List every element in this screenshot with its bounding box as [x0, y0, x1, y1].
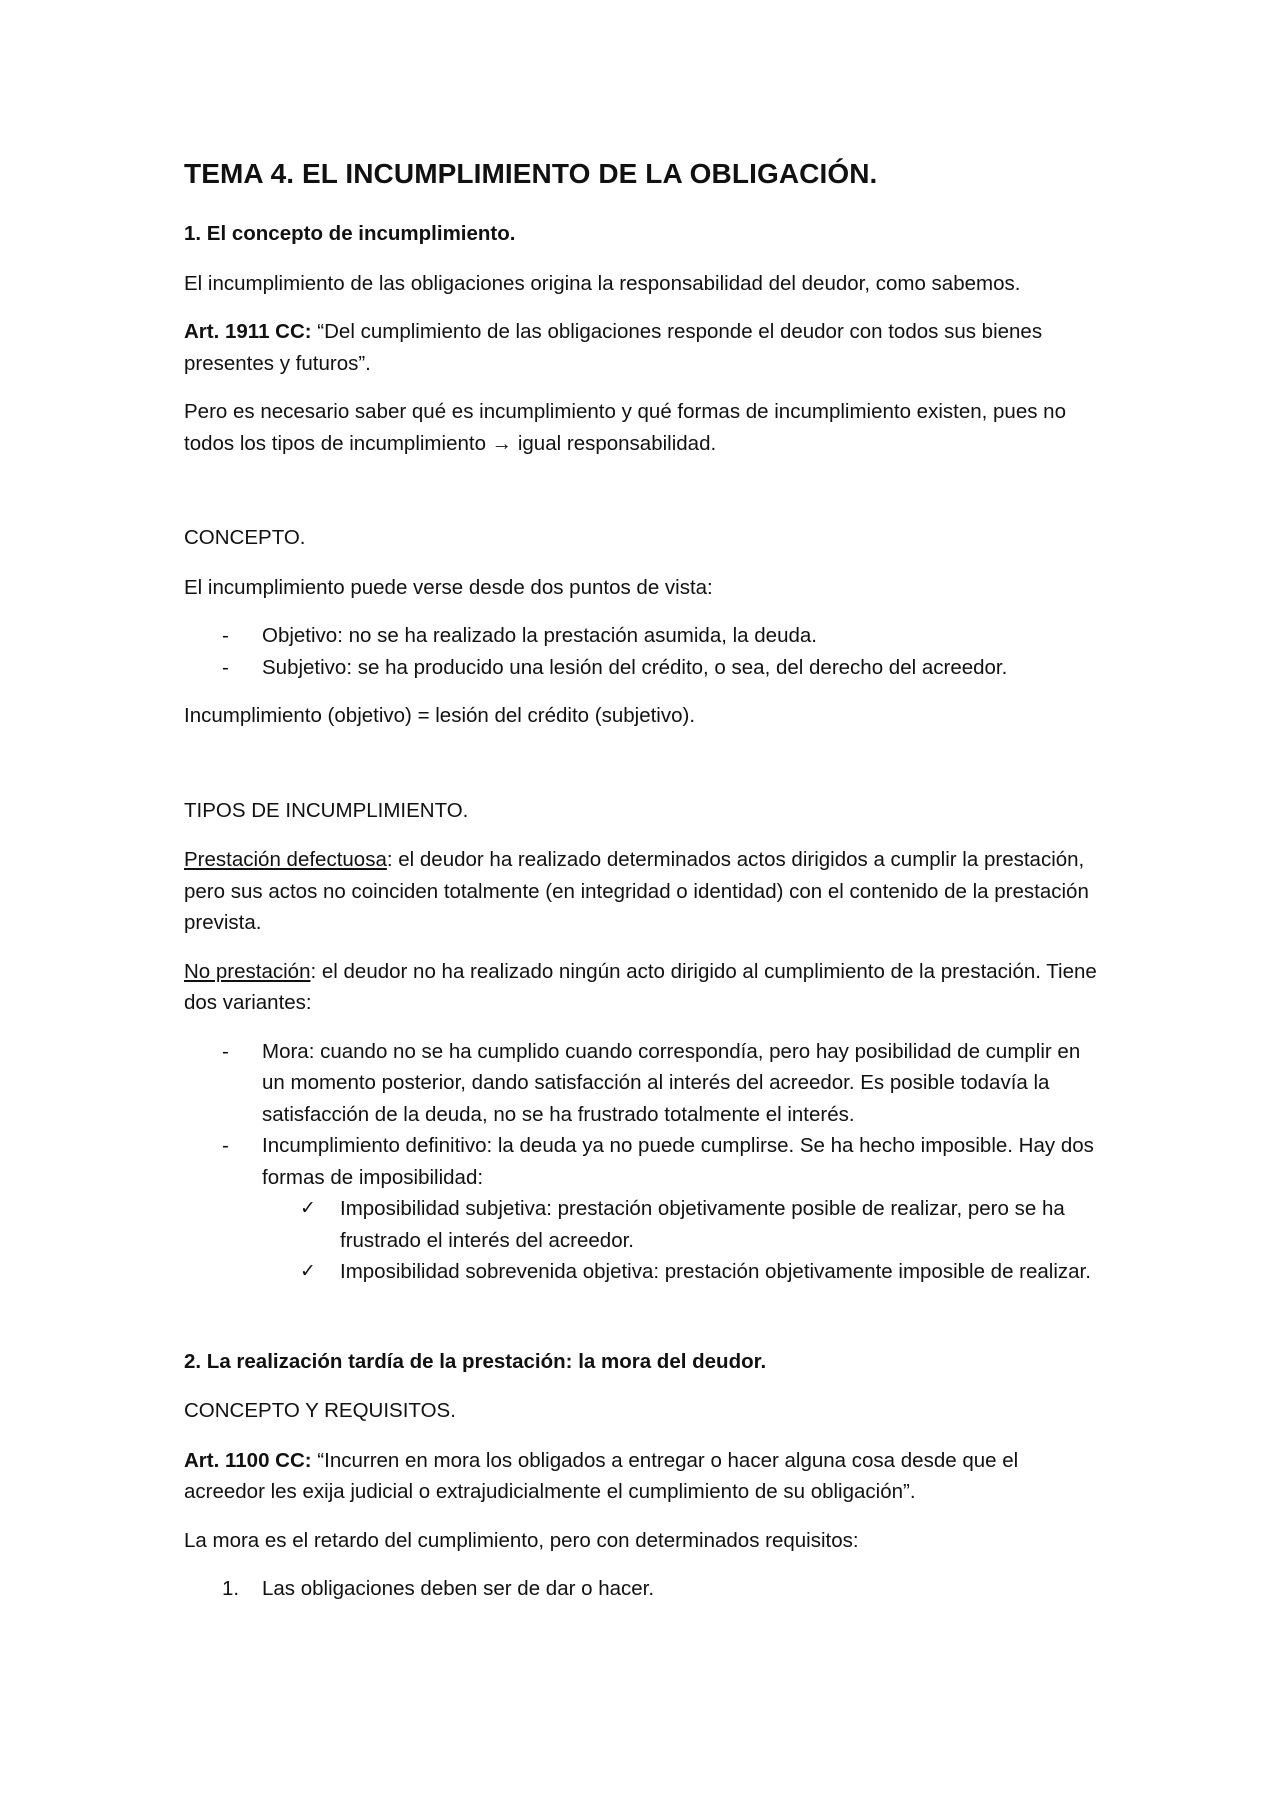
paragraph-equivalencia: Incumplimiento (objetivo) = lesión del crédito (subjetivo).	[184, 704, 696, 727]
paragraph-art-1911	[184, 316, 1100, 379]
list-item-text: Las obligaciones deben ser de dar o hacer.	[262, 1577, 655, 1600]
list-item-text: Objetivo: no se ha realizado la prestación asumida, la deuda.	[262, 624, 817, 647]
dash-marker: -	[222, 1134, 229, 1157]
checkmark-icon: ✓	[300, 1260, 316, 1282]
list-puntos-vista	[184, 620, 1100, 683]
paragraph-art-1100	[184, 1445, 1100, 1508]
article-quote: “Incurren en mora los obligados a entregar o hacer alguna cosa desde que el acreedor les exija judicial o extrajudicialmente el cumplimiento de su obligación”.	[184, 1448, 1019, 1503]
spacer	[184, 749, 1100, 795]
list-number: 1.	[222, 1577, 240, 1600]
document-title: TEMA 4. EL INCUMPLIMIENTO DE LA OBLIGACIÓN.	[184, 158, 878, 189]
paragraph-mora-requisitos: La mora es el retardo del cumplimiento, pero con determinados requisitos:	[184, 1528, 859, 1552]
subheading-concepto: CONCEPTO.	[184, 526, 306, 549]
list-item-text: Imposibilidad subjetiva: prestación objetivamente posible de realizar, pero se ha frustrado el interés del acreedor.	[340, 1197, 1065, 1252]
list-item	[184, 620, 1100, 652]
checkmark-icon: ✓	[300, 1197, 316, 1219]
section-2-heading: 2. La realización tardía de la prestación: la mora del deudor.	[184, 1349, 767, 1373]
spacer	[184, 1288, 1100, 1346]
paragraph-prestacion-defectuosa	[184, 844, 1100, 939]
list-item	[184, 1573, 1100, 1605]
list-item-text: Imposibilidad sobrevenida objetiva: prestación objetivamente imposible de realizar.	[340, 1260, 1091, 1283]
list-variantes	[184, 1036, 1100, 1288]
section-1-heading: 1. El concepto de incumplimiento.	[184, 222, 516, 245]
list-item-text: Mora: cuando no se ha cumplido cuando correspondía, pero hay posibilidad de cumplir en un momento posterior, dando satisfacción al interés del acreedor. Es posible todavía la satisfacción de la deuda, no se ha frustrado totalmente el interés.	[262, 1039, 1081, 1126]
term-no-prestacion: No prestación	[184, 959, 311, 983]
dash-marker: -	[222, 655, 229, 679]
subheading-concepto-requisitos: CONCEPTO Y REQUISITOS.	[184, 1399, 456, 1422]
paragraph-no-prestacion	[184, 956, 1100, 1019]
term-prestacion-defectuosa: Prestación defectuosa	[184, 848, 387, 871]
dash-marker: -	[222, 624, 229, 647]
list-item	[184, 1130, 1100, 1288]
list-item	[262, 1193, 1100, 1256]
list-item-text: Subjetivo: se ha producido una lesión del crédito, o sea, del derecho del acreedor.	[262, 655, 1008, 679]
article-reference: Art. 1100 CC:	[184, 1448, 312, 1472]
list-item	[262, 1256, 1100, 1288]
paragraph-puntos-vista: El incumplimiento puede verse desde dos puntos de vista:	[184, 575, 713, 599]
definition-text: : el deudor no ha realizado ningún acto dirigido al cumplimiento de la prestación. Tiene dos variantes:	[184, 959, 1097, 1014]
article-reference: Art. 1911 CC:	[184, 320, 312, 343]
paragraph-tipos-responsabilidad: Pero es necesario saber qué es incumplimiento y qué formas de incumplimiento existen, pues no todos los tipos de incumplimiento → igual responsabilidad.	[184, 400, 1066, 455]
list-item-text: Incumplimiento definitivo: la deuda ya no puede cumplirse. Se ha hecho imposible. Hay dos formas de imposibilidad:	[262, 1134, 1094, 1189]
paragraph-responsabilidad: El incumplimiento de las obligaciones origina la responsabilidad del deudor, como sabemos.	[184, 271, 1021, 295]
list-item	[184, 652, 1100, 684]
article-quote: “Del cumplimiento de las obligaciones responde el deudor con todos sus bienes presentes y futuros”.	[184, 320, 1043, 375]
dash-marker: -	[222, 1039, 229, 1063]
list-requisitos	[184, 1573, 1100, 1605]
list-imposibilidad	[262, 1193, 1100, 1288]
subheading-tipos: TIPOS DE INCUMPLIMIENTO.	[184, 798, 469, 822]
list-item	[184, 1036, 1100, 1131]
spacer	[184, 476, 1100, 522]
definition-text: : el deudor ha realizado determinados actos dirigidos a cumplir la prestación, pero sus actos no coinciden totalmente (en integridad o identidad) con el contenido de la prestación prevista.	[184, 848, 1089, 934]
